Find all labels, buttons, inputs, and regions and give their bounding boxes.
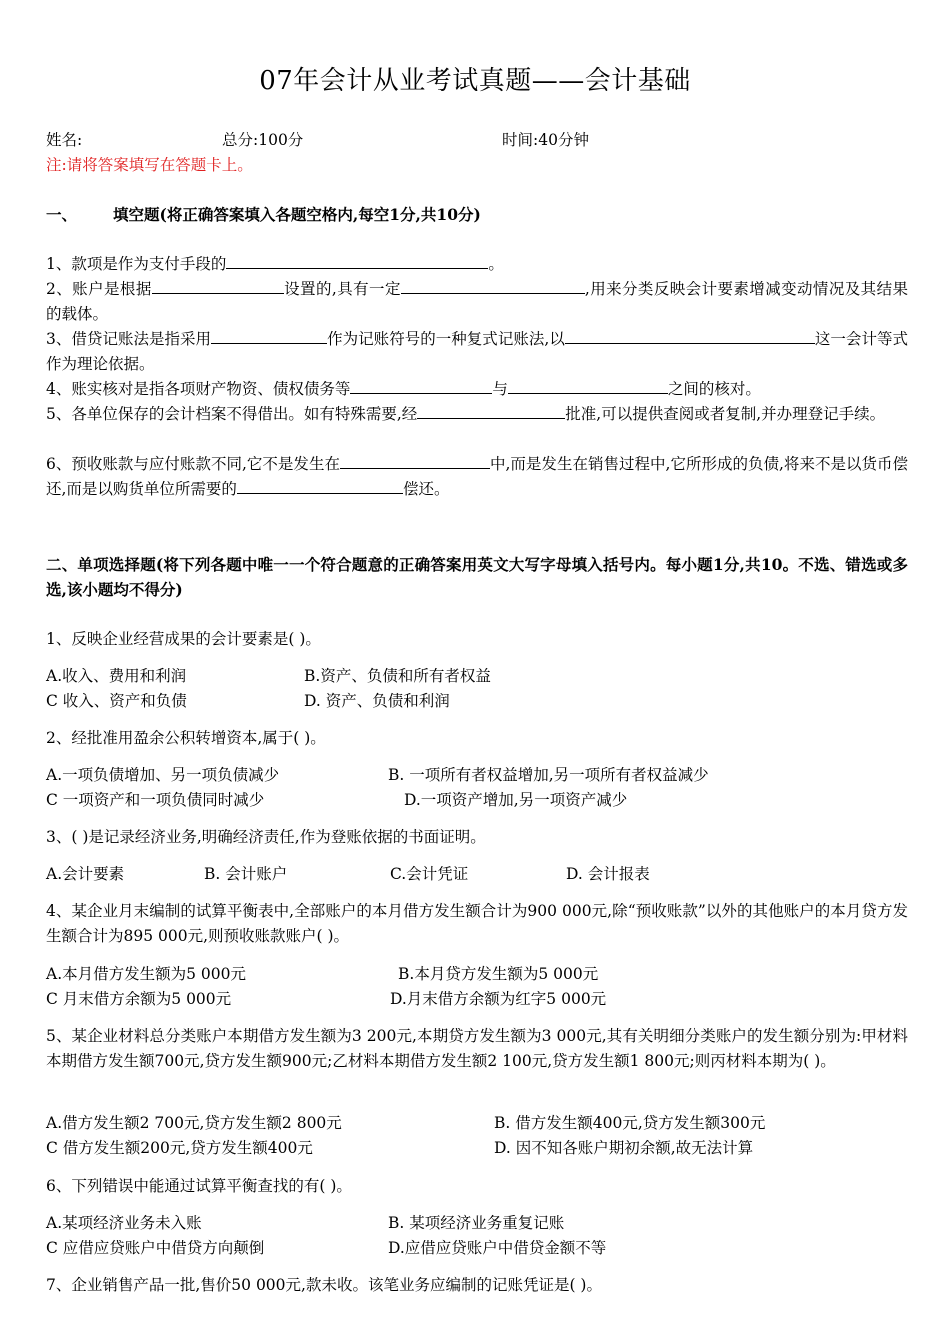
question-stem-3: 3、( )是记录经济业务,明确经济责任,作为登账依据的书面证明。 — [46, 828, 486, 846]
fill-question-2: 2、账户是根据 设置的,具有一定 ,用来分类反映会计要素增减变动情况及其结果的载体。 — [46, 280, 908, 323]
notice: 注:请将答案填写在答题卡上。 — [46, 156, 253, 174]
answer-blank[interactable] — [350, 378, 492, 394]
answer-blank[interactable] — [340, 453, 490, 469]
name-label: 姓名: — [46, 131, 83, 149]
option-6b: B. 某项经济业务重复记账 — [388, 1214, 565, 1232]
score-label: 总分:100分 — [222, 131, 304, 149]
option-2a: A.一项负债增加、另一项负债减少 — [46, 766, 280, 784]
option-4c: C 月末借方余额为5 000元 — [46, 990, 232, 1008]
option-5d: D. 因不知各账户期初余额,故无法计算 — [494, 1139, 754, 1157]
option-1a: A.收入、费用和利润 — [46, 667, 187, 685]
option-6d: D.应借应贷账户中借贷金额不等 — [388, 1239, 607, 1257]
answer-blank[interactable] — [211, 328, 327, 344]
question-stem-7: 7、企业销售产品一批,售价50 000元,款未收。该笔业务应编制的记账凭证是( )。 — [46, 1276, 602, 1294]
exam-meta — [46, 128, 916, 148]
option-6a: A.某项经济业务未入账 — [46, 1214, 202, 1232]
option-3d: D. 会计报表 — [566, 865, 650, 883]
answer-blank[interactable] — [226, 253, 488, 269]
fill-question-4: 4、账实核对是指各项财产物资、债权债务等 与 之间的核对。 — [46, 380, 761, 398]
answer-blank[interactable] — [565, 328, 815, 344]
option-2b: B. 一项所有者权益增加,另一项所有者权益减少 — [388, 766, 709, 784]
option-5b: B. 借方发生额400元,贷方发生额300元 — [494, 1114, 766, 1132]
time-label: 时间:40分钟 — [502, 131, 589, 149]
question-stem-4: 4、某企业月末编制的试算平衡表中,全部账户的本月借方发生额合计为900 000元,除“预收账款”以外的其他账户的本月贷方发生额合计为895 000元,则预收账款账户( )。 — [46, 902, 908, 945]
fill-question-1: 1、款项是作为支付手段的 。 — [46, 255, 504, 273]
option-5a: A.借方发生额2 700元,贷方发生额2 800元 — [46, 1114, 342, 1132]
fill-question-5: 5、各单位保存的会计档案不得借出。如有特殊需要,经 批准,可以提供查阅或者复制,并办理登记手续。 — [46, 405, 886, 423]
answer-blank[interactable] — [152, 278, 284, 294]
option-1b: B.资产、负债和所有者权益 — [304, 667, 491, 685]
fill-question-6: 6、预收账款与应付账款不同,它不是发生在 中,而是发生在销售过程中,它所形成的负债,将来不是以货币偿还,而是以购货单位所需要的 偿还。 — [46, 455, 908, 498]
option-2c: C 一项资产和一项负债同时减少 — [46, 791, 265, 809]
option-3b: B. 会计账户 — [204, 865, 288, 883]
answer-blank[interactable] — [417, 403, 565, 419]
section1-title: 填空题(将正确答案填入各题空格内,每空1分,共10分) — [113, 205, 481, 224]
section2-heading: 二、单项选择题(将下列各题中唯一一个符合题意的正确答案用英文大写字母填入括号内。每小题1分,共10。不选、错选或多选,该小题均不得分) — [46, 555, 908, 599]
option-6c: C 应借应贷账户中借贷方向颠倒 — [46, 1239, 265, 1257]
option-1d: D. 资产、负债和利润 — [304, 692, 450, 710]
option-4d: D.月末借方余额为红字5 000元 — [390, 990, 607, 1008]
option-3a: A.会计要素 — [46, 865, 125, 883]
question-stem-1: 1、反映企业经营成果的会计要素是( )。 — [46, 630, 321, 648]
question-stem-2: 2、经批准用盈余公积转增资本,属于( )。 — [46, 729, 326, 747]
section1-heading — [46, 203, 481, 225]
question-stem-5: 5、某企业材料总分类账户本期借方发生额为3 200元,本期贷方发生额为3 000元,其有关明细分类账户的发生额分别为:甲材料本期借方发生额700元,贷方发生额900元;乙材料本期借方发生额2 100元,贷方发生额1 800元;则丙材料本期为( )。 — [46, 1027, 908, 1070]
answer-blank[interactable] — [401, 278, 585, 294]
option-4a: A.本月借方发生额为5 000元 — [46, 965, 246, 983]
option-3c: C.会计凭证 — [390, 865, 469, 883]
option-1c: C 收入、资产和负债 — [46, 692, 187, 710]
option-4b: B.本月贷方发生额为5 000元 — [398, 965, 599, 983]
section1-number: 一、 — [46, 205, 78, 224]
fill-question-3: 3、借贷记账法是指采用 作为记账符号的一种复式记账法,以 这一会计等式作为理论依据。 — [46, 330, 908, 373]
page-title: 07年会计从业考试真题——会计基础 — [259, 66, 691, 96]
answer-blank[interactable] — [508, 378, 668, 394]
question-stem-6: 6、下列错误中能通过试算平衡查找的有( )。 — [46, 1177, 352, 1195]
option-2d: D.一项资产增加,另一项资产减少 — [404, 791, 628, 809]
answer-blank[interactable] — [237, 478, 403, 494]
option-5c: C 借方发生额200元,贷方发生额400元 — [46, 1139, 313, 1157]
